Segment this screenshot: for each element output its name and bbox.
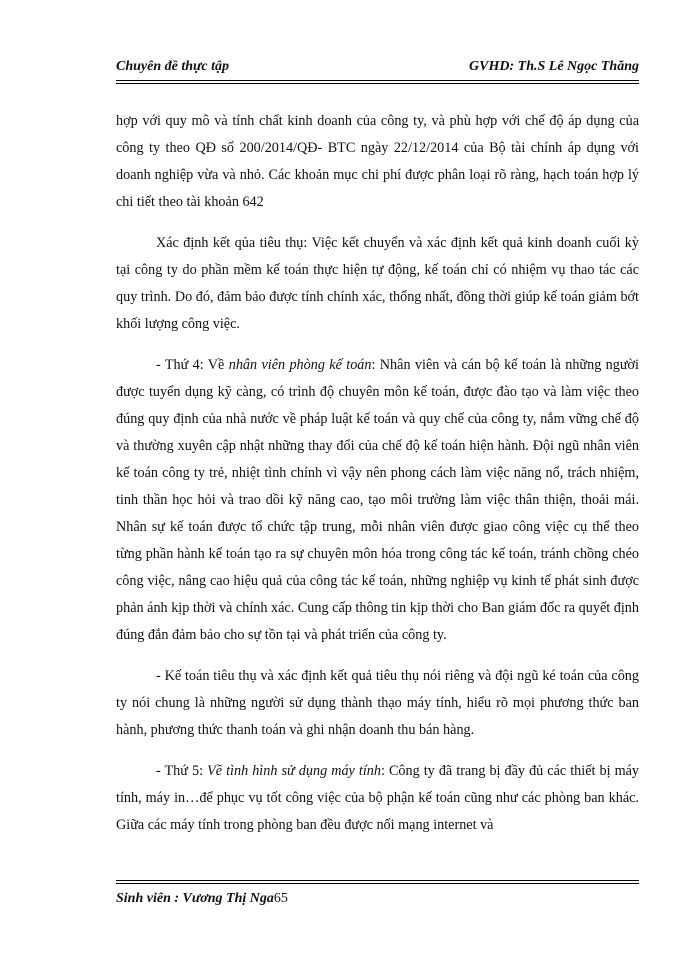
paragraph-3-body: : Nhân viên và cán bộ kế toán là những người được tuyển dụng kỹ càng, có trình độ chuyên môn kế toán, được đào tạo và làm việc theo đúng quy định của nhà nước về pháp luật kế toán và quy chế của công ty, nắm vững chế độ và thường xuyên cập nhật những thay đổi của chế độ kế toán hiện hành. Đội ngũ nhân viên kế toán công ty trẻ, nhiệt tình chính vì vậy nên phong cách làm việc năng nổ, trách nhiệm, tinh thần học hỏi và trao dồi kỹ năng cao, tạo môi trường làm việc thân thiện, thoải mái. Nhân sự kế toán được tổ chức tập trung, mỗi nhân viên được giao công việc cụ thể theo từng phần hành kế toán tạo ra sự chuyên môn hóa trong công tác kế toán, tránh chồng chéo công việc, nâng cao hiệu quả của công tác kế toán, những nghiệp vụ kinh tế phát sinh được phản ánh kịp thời và chính xác. Cung cấp thông tin kịp thời cho Ban giám đốc ra quyết định đúng đắn đảm bảo cho sự tồn tại và phát triển của công ty. (116, 357, 639, 643)
footer-student: Sinh viên : Vương Thị Nga (116, 891, 274, 906)
paragraph-5 (116, 758, 639, 839)
paragraph-5-emphasis: Về tình hình sử dụng máy tính (207, 763, 381, 779)
paragraph-3-emphasis: nhân viên phòng kế toán (228, 357, 372, 373)
paragraph-3-prefix: - Thứ 4: Về (156, 357, 229, 373)
paragraph-2: Xác định kết qủa tiêu thụ: Việc kết chuyển và xác định kết quả kinh doanh cuối kỳ tại công ty do phần mềm kế toán thực hiện tự động, kế toán chỉ có nhiệm vụ thao tác các quy trình. Do đó, đảm bảo được tính chính xác, thống nhất, đồng thời giúp kế toán giảm bớt khối lượng công việc. (116, 235, 639, 332)
paragraph-5-prefix: - Thứ 5: (156, 763, 208, 779)
page-number: 65 (273, 891, 288, 906)
paragraph-1: hợp với quy mô và tính chất kinh doanh của công ty, và phù hợp với chế độ áp dụng của công ty theo QĐ số 200/2014/QĐ- BTC ngày 22/12/2014 của Bộ tài chính áp dụng với doanh nghiệp vừa và nhỏ. Các khoản mục chi phí được phân loại rõ ràng, hạch toán hợp lý chi tiết theo tài khoản 642 (116, 113, 639, 210)
body-text (116, 108, 639, 839)
page-header (116, 55, 639, 81)
footer-rule (116, 880, 639, 881)
paragraph-3 (116, 352, 639, 649)
paragraph-4: - Kế toán tiêu thụ và xác định kết quả tiêu thụ nói riêng và đội ngũ ké toán của công ty nói chung là những người sử dụng thành thạo máy tính, hiểu rõ mọi phương thức ban hành, phương thức thanh toán và ghi nhận doanh thu bán hàng. (116, 668, 639, 738)
header-advisor: GVHD: Th.S Lê Ngọc Thăng (469, 59, 639, 74)
page-footer (116, 891, 288, 907)
header-rule (116, 80, 639, 81)
header-rule-double (116, 83, 639, 84)
paragraph-5-body: : Công ty đã trang bị đầy đủ các thiết bị máy tính, máy in…để phục vụ tốt công việc của bộ phận kế toán cũng như các phòng ban khác. Giữa các máy tính trong phòng ban đều được nối mạng internet và (116, 763, 639, 833)
footer-rule-double (116, 883, 639, 884)
header-title: Chuyên đề thực tập (116, 59, 230, 74)
